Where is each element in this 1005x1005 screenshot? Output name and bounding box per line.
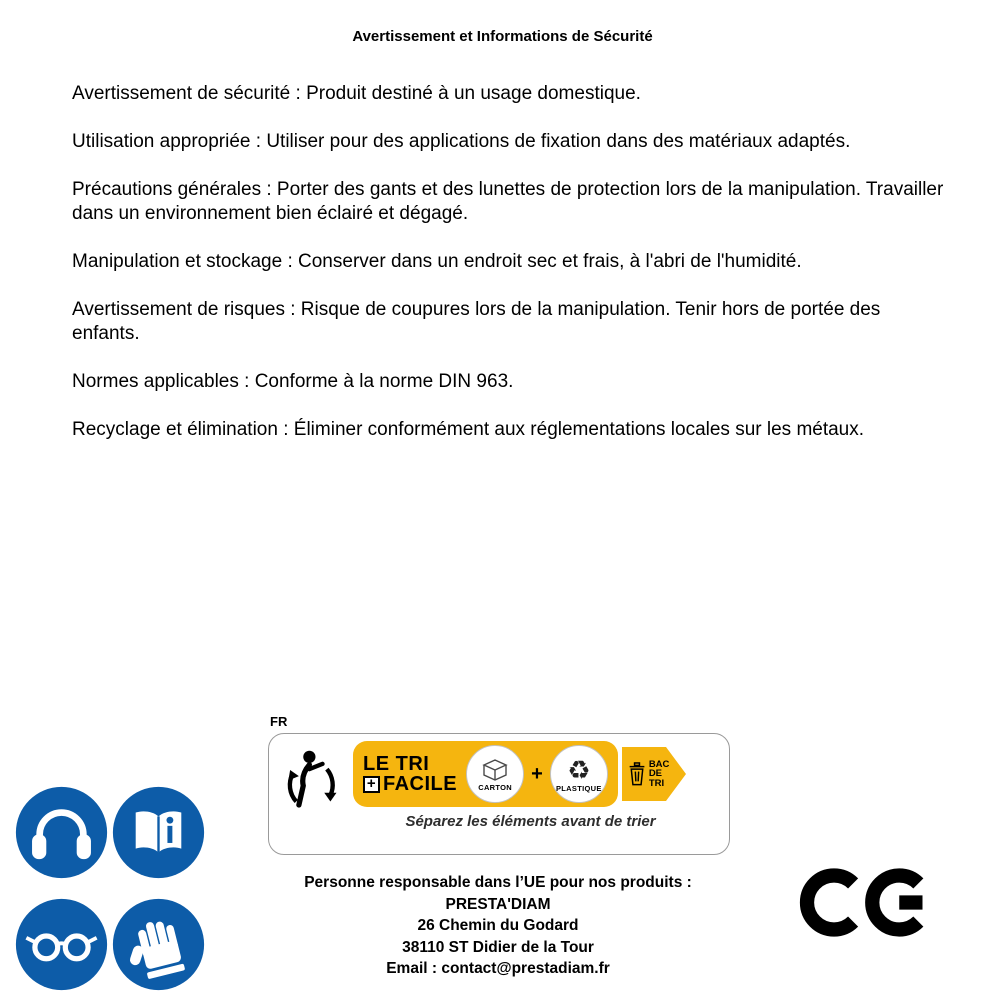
address-city: 38110 ST Didier de la Tour [402,938,594,956]
plastique-material-badge [550,745,608,803]
contact-email: Email : contact@prestadiam.fr [386,960,610,977]
bac-line3: TRI [648,777,665,789]
read-manual-icon [111,785,206,880]
company-name: PRESTA'DIAM [445,895,551,913]
paragraph-appropriate-use: Utilisation appropriée : Utiliser pour des applications de fixation dans des matériaux adaptés. [72,131,851,152]
page-title: Avertissement et Informations de Sécurité [352,28,653,45]
plus-separator: + [531,762,543,785]
paragraph-general-precautions: Précautions générales : Porter des gants et des lunettes de protection lors de la manipulation. Travailler dans un environnement bien éclairé et dégagé. [72,179,944,224]
paragraph-handling-storage: Manipulation et stockage : Conserver dans un endroit sec et frais, à l'abri de l'humidité. [72,251,802,272]
responsible-intro: Personne responsable dans l’UE pour nos produits : [304,874,692,891]
safety-paragraphs [72,82,952,466]
svg-text:♻: ♻ [567,756,591,783]
ear-protection-icon [14,785,109,880]
bac-line1: BAC [648,758,670,770]
bac-line2: DE [648,768,663,780]
safety-pictograms [14,785,206,992]
protective-gloves-icon [111,897,206,992]
plastique-label: PLASTIQUE [556,784,602,793]
eu-responsible-block [248,872,748,980]
tri-word2: FACILE [383,773,458,795]
triman-sorting-label [268,733,730,855]
plus-box-icon: + [363,776,380,793]
paragraph-applicable-standards: Normes applicables : Conforme à la norme DIN 963. [72,371,514,392]
paragraph-risk-warning: Avertissement de risques : Risque de coupures lors de la manipulation. Tenir hors de portée des enfants. [72,299,881,344]
le-tri-facile-banner [353,741,618,807]
sorting-caption: Séparez les éléments avant de trier [405,813,656,830]
ce-marking-icon [798,850,948,960]
trash-bin-icon [628,761,646,787]
country-code-label: FR [270,714,288,729]
bac-de-tri-arrow [622,745,688,803]
paragraph-recycling: Recyclage et élimination : Éliminer conformément aux réglementations locales sur les métaux. [72,419,865,440]
recycling-triangle-icon [564,755,594,783]
address-street: 26 Chemin du Godard [417,917,579,934]
eye-protection-icon [14,897,109,992]
carton-label: CARTON [478,783,512,792]
tri-word1: LE TRI [363,753,430,775]
triman-icon [277,745,347,828]
carton-box-icon [480,756,510,782]
paragraph-safety-warning: Avertissement de sécurité : Produit destiné à un usage domestique. [72,83,641,104]
carton-material-badge [466,745,524,803]
